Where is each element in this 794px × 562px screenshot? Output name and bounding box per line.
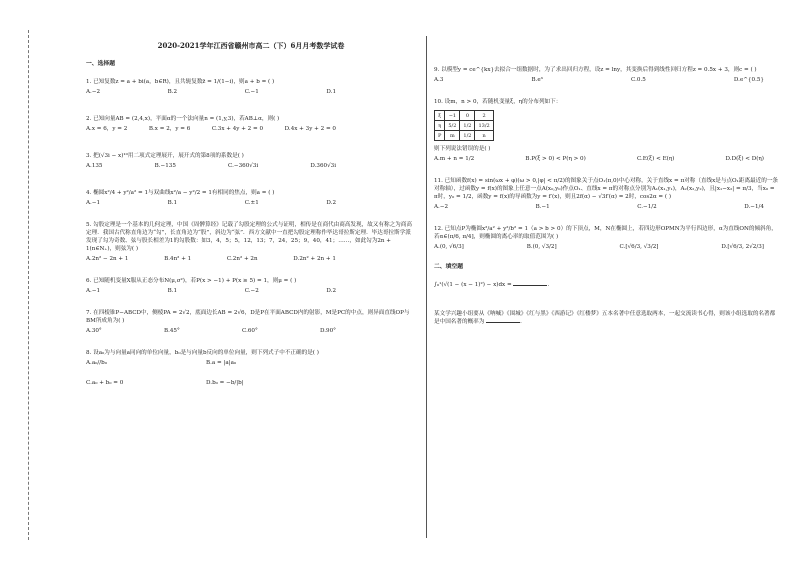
question-4-option-a: A.−1 [86,200,101,206]
question-7-option-a: A.30° [86,328,102,334]
left-column [86,38,416,399]
question-10-option-c: C.E(ξ) < E(η) [636,156,675,162]
question-12-option-b: B.(0, √3/2] [526,244,557,250]
question-5-options [86,255,336,263]
question-5 [86,221,416,263]
table-cell: n [475,131,493,141]
question-11-option-d: D.−1/4 [744,204,764,210]
question-9-options [434,76,764,84]
question-4-option-c: C.±1 [244,200,259,206]
question-1-stem: 1. 已知复数z = a + bi(a，b∈R)，且共轭复数z̄ = 1/(1−i)，则a + b = ( ) [86,79,275,85]
question-12-stem: 12. 已知点P为椭圆x²/a² + y²/b² = 1（a > b > 0）的下顶点，M，N在椭圆上，若四边形OPMN为平行四边形，α为直线ON的倾斜角，若α∈(π/6, π/4]，则椭圆的离心率的取值范围为( ) [434,226,777,240]
question-8-option-b: B.a = |a|a₀ [206,360,237,366]
question-6-stem: 6. 已知随机变量X服从正态分布N(μ,σ²)，若P(x > −1) + P(x ≥ 5) = 1，则μ = ( ) [86,278,297,284]
table-cell: −1 [445,111,460,121]
question-10-option-d: D.D(ξ) < D(η) [725,156,764,162]
question-4 [86,189,416,207]
question-1 [86,78,416,96]
question-2-option-b: B.x = 2，y = 6 [148,126,191,132]
question-11-options [434,203,764,211]
table-cell: 13/2 [475,121,493,131]
table-cell: η [435,121,445,131]
question-8-stem: 8. 设a₀为与向量a同向的单位向量，b₀是与向量b反向的单位向量，则下列式子中不正确的是( ) [86,350,319,356]
question-4-option-b: B.1 [167,200,178,206]
page-title: 2020-2021学年江西省赣州市高二（下）6月月考数学试卷 [157,41,345,50]
question-7-option-d: D.90° [319,328,336,334]
question-10-option-b: B.P(ξ > 0) < P(η > 0) [525,156,586,162]
question-1-option-b: B.2 [167,89,178,95]
question-10-after: 则下列说法错误的是( ) [434,146,491,152]
question-6-option-b: B.1 [167,288,178,294]
question-5-option-a: A.2n² − 2n + 1 [86,256,129,262]
question-6-option-d: D.2 [326,288,336,294]
question-12-option-a: A.(0, √6/3] [434,244,464,250]
question-10-option-a: A.m + n = 1/2 [434,156,475,162]
question-2-option-a: A.x = 6，y = 2 [86,126,128,132]
table-row [435,111,494,121]
question-11-option-a: A.−2 [434,204,449,210]
question-7-options [86,327,336,335]
table-cell: 1/2 [460,121,475,131]
question-3 [86,152,416,170]
table-cell: P [435,131,445,141]
question-8-option-c: C.a₀ + b₀ = 0 [86,380,124,386]
question-14-suffix: ． [520,319,526,325]
question-10-options [434,155,764,163]
question-4-stem: 4. 椭圆x²/4 + y²/a² = 1与双曲线x²/a − y²/2 = 1有相同的焦点，则a = ( ) [86,190,275,196]
question-11-option-b: B.−1 [535,204,550,210]
question-10-stem: 10. 设m，n > 0，若随机变量ξ，η的分布列如下： [434,99,562,105]
question-12 [434,225,779,251]
question-9 [434,66,779,84]
question-5-stem: 5. 勾股定理是一个基本的几何定理，中国《周髀算经》记载了勾股定理的公式与证明，相传是在商代由商高发现，故又有称之为商高定理．我国古代称直角边为“勾”，长直角边为“股”，斜边为“弦”．西方文献中一直把勾股定理称作毕达哥拉斯定理．毕达哥拉斯学派发现了勾为奇数、弦与股长相差为1的勾股数：如3，4，5；5，12，13；7，24，25；9，40，41；……，如此勾为2n + 1(n∈N₊)，则弦为( ) [86,222,412,252]
question-1-option-a: A.−2 [86,89,101,95]
question-3-option-a: A.135 [86,163,103,169]
question-5-option-d: D.2n² + 2n + 1 [293,256,336,262]
question-8-option-a: A.a₀//b₀ [86,360,107,366]
section-fill-heading: 二、填空题 [434,264,463,270]
table-cell: ξ [435,111,445,121]
question-12-option-c: C.[√6/3, √3/2] [619,244,659,250]
question-6-option-c: C.−2 [244,288,259,294]
question-3-option-b: B.−135 [154,163,176,169]
question-1-option-d: D.1 [326,89,336,95]
right-column [434,38,779,328]
question-1-option-c: C.−1 [244,89,259,95]
section-choice-heading: 一、选择题 [86,61,115,67]
question-13 [434,281,779,289]
question-14-stem: 某文学兴趣小组要从《呐喊》《围城》《红与黑》《西游记》《红楼梦》五本名著中任意选取两本，一起交流读书心得，则该小组选取的名著都是中国名著的概率为 [434,311,776,325]
binding-dashed-line [28,30,29,540]
question-9-option-b: B.e³ [531,77,543,83]
question-6 [86,277,416,295]
answer-blank[interactable] [513,285,547,286]
table-cell: 2 [475,111,493,121]
question-2-options [86,125,336,133]
question-11-stem: 11. 已知函数f(x) = sin(ωx + φ)(ω > 0,|φ| < π/2)的图象关于点O₁(π,0)中心对称，关于直线x = π对称（直线x是与点O₁距离最近的一条对称轴），过函数y = f(x)的图象上任意一点A(x₀,y₀)作点O₁、直线x = π的对称点分别为A₁(x₁,y₁)，A₂(x₂,y₂)，且|x₁−x₂| = π/3，当x₀ = π时，y₀ = 1/2，函数y = f(x)的导函数为y = f′(x)，则且2f(α) − √3f′(α) = 2时，cos2α = ( ) [434,178,779,200]
question-1-options [86,88,336,96]
distribution-table [434,110,494,141]
question-3-options [86,162,336,170]
question-6-options [86,287,336,295]
question-3-stem: 3. 把(√3i − x)¹⁰用二项式定理展开，展开式的第8项的系数是( ) [86,153,244,159]
question-8-options [86,359,326,399]
table-cell: 1/2 [460,131,475,141]
question-2-option-d: D.4x + 3y + 2 = 0 [284,126,336,132]
question-13-suffix: ． [547,282,554,288]
question-9-stem: 9. 以模型y = ce^{kx}去拟合一组数据时，为了求出回归方程，设z = lny，其变换后得到线性回归方程z = 0.5x + 3，则c = ( ) [434,67,757,73]
question-2-stem: 2. 已知向量AB = (2,4,x)，平面α的一个法向量n = (1,y,3)，若AB⊥α，则( ) [86,116,280,122]
binding-margin [24,30,34,540]
answer-blank[interactable] [486,322,520,323]
question-3-option-c: C.−360√3i [228,163,259,169]
question-7 [86,309,416,335]
question-7-option-c: C.60° [241,328,258,334]
question-12-option-d: D.[√6/3, 2√2/3] [721,244,764,250]
table-cell: 5/2 [445,121,460,131]
question-14 [434,310,779,326]
question-9-option-c: C.0.5 [631,77,646,83]
column-divider [426,36,427,538]
question-11-option-c: C.−1/2 [637,204,657,210]
question-5-option-c: C.2n² + 2n [226,256,258,262]
question-6-option-a: A.−1 [86,288,101,294]
question-8 [86,349,416,399]
table-row [435,131,494,141]
question-11 [434,177,779,211]
question-7-option-b: B.45° [163,328,180,334]
question-9-option-a: A.3 [434,77,444,83]
question-13-stem: ∫₀¹(√(1 − (x − 1)²) − x)dx = [434,282,512,288]
question-10 [434,98,779,163]
table-cell: m [445,131,460,141]
question-8-option-d: D.b₀ = −b/|b| [206,380,244,386]
question-12-options [434,243,764,251]
question-4-option-d: D.2 [326,200,336,206]
question-5-option-b: B.4n² + 1 [164,256,192,262]
question-3-option-d: D.360√3i [310,163,336,169]
table-cell: 0 [460,111,475,121]
question-4-options [86,199,336,207]
question-7-stem: 7. 在四棱锥P−ABCD中，侧棱PA = 2√2，底面边长AB = 2√6，D是P在平面ABCD内的射影，M是PC的中点，则异面直线OP与BM所成角为( ) [86,310,410,324]
question-9-option-d: D.e^{0.5} [733,77,764,83]
table-row [435,121,494,131]
question-2-option-c: C.3x + 4y + 2 = 0 [211,126,264,132]
question-2 [86,115,416,133]
